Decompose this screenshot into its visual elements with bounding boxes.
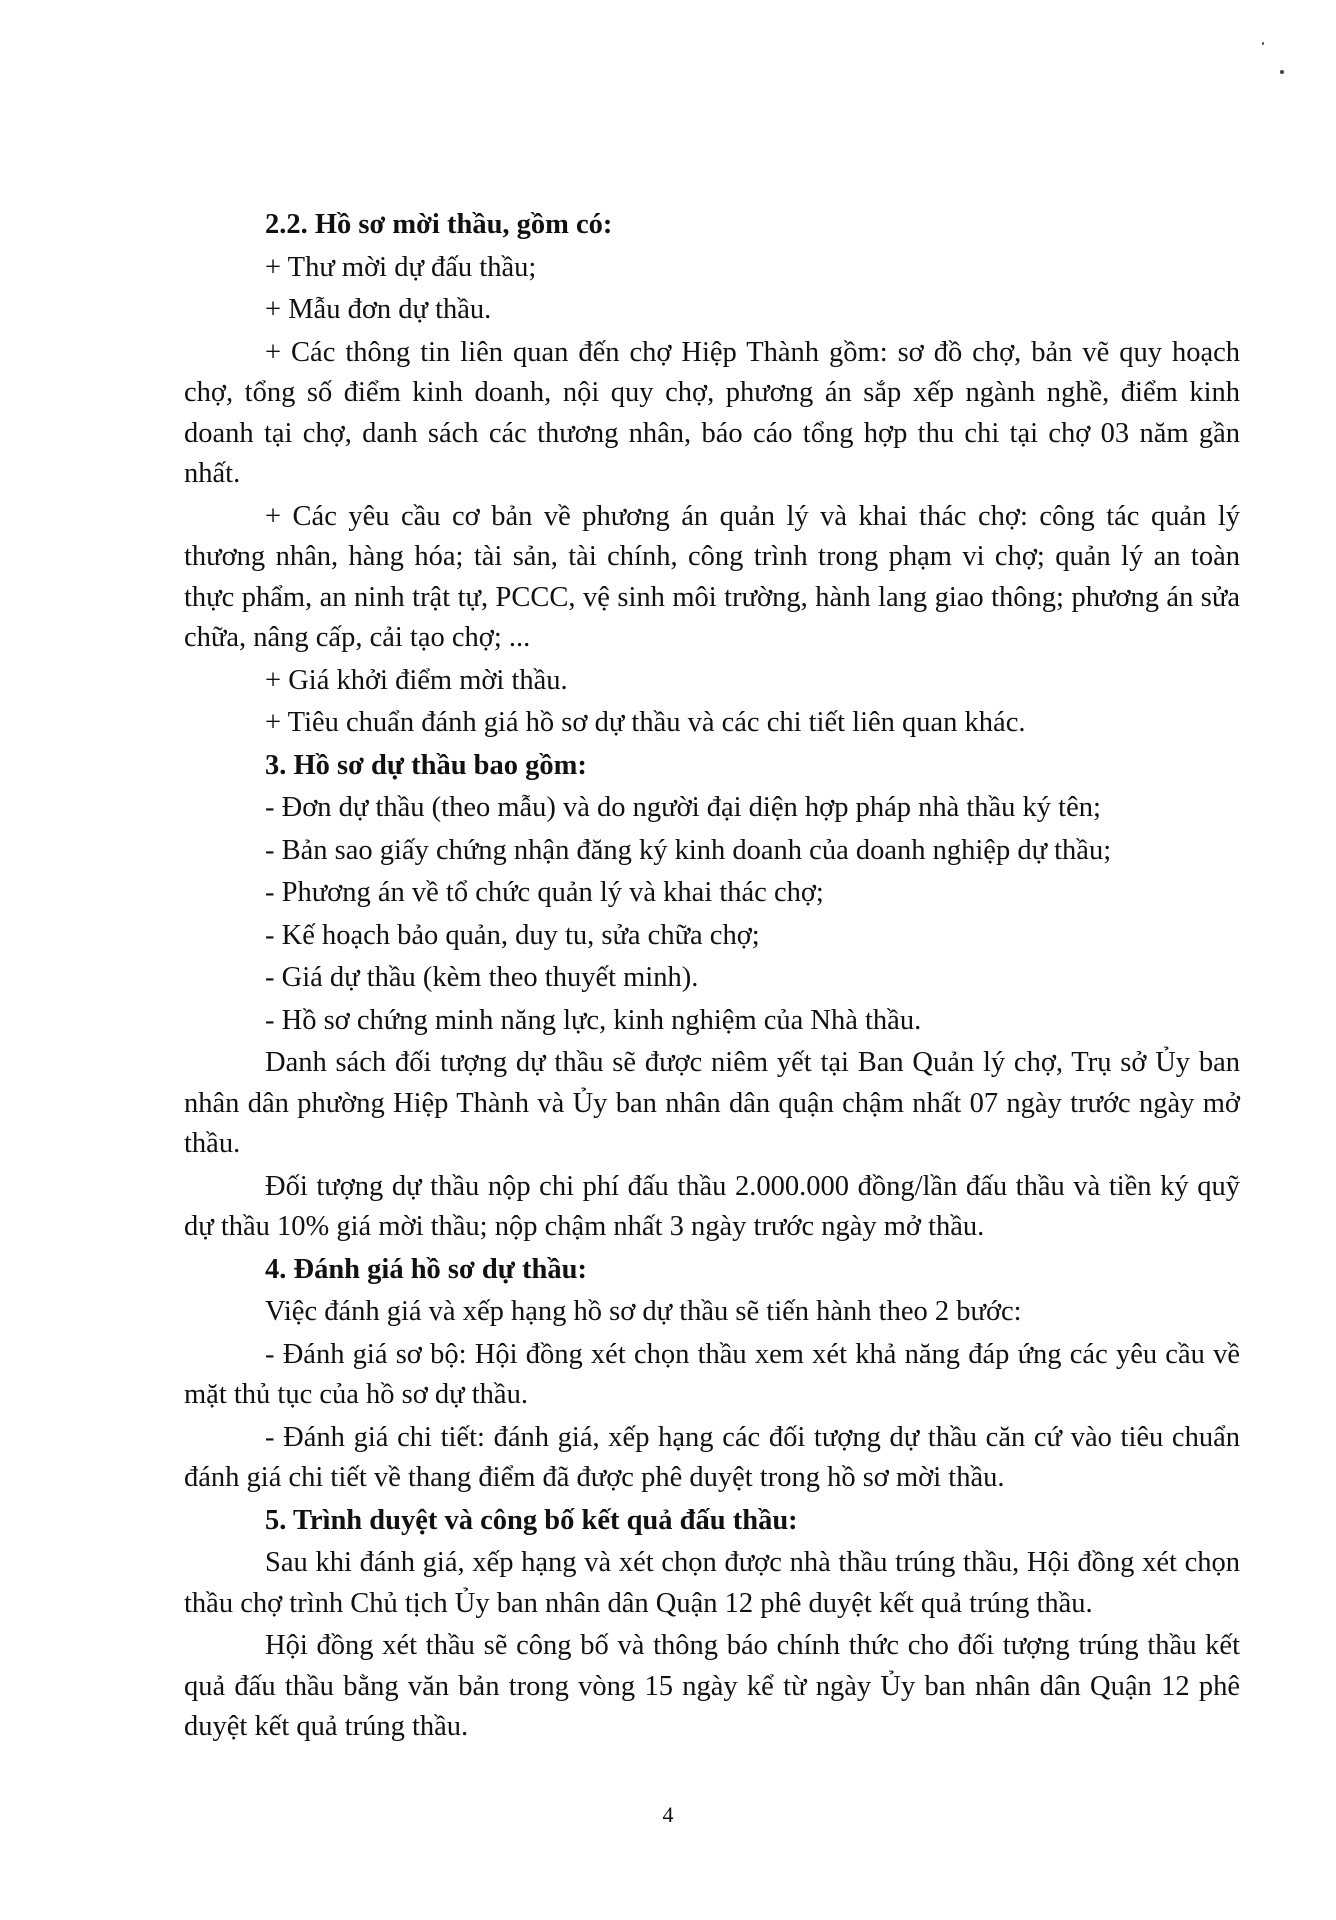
paragraph: Sau khi đánh giá, xếp hạng và xét chọn được nhà thầu trúng thầu, Hội đồng xét chọn thầu chợ trình Chủ tịch Ủy ban nhân dân Quận 12 phê duyệt kết quả trúng thầu. — [184, 1547, 1240, 1619]
list-item: + Các thông tin liên quan đến chợ Hiệp Thành gồm: sơ đồ chợ, bản vẽ quy hoạch chợ, tổng số điểm kinh doanh, nội quy chợ, phương án sắp xếp ngành nghề, điểm kinh doanh tại chợ, danh sách các thương nhân, báo cáo tổng hợp thu chi tại chợ 03 năm gần nhất. — [184, 336, 1240, 489]
paragraph: Danh sách đối tượng dự thầu sẽ được niêm yết tại Ban Quản lý chợ, Trụ sở Ủy ban nhân dân phường Hiệp Thành và Ủy ban nhân dân quận chậm nhất 07 ngày trước ngày mở thầu. — [184, 1047, 1240, 1159]
paragraph: - Đánh giá chi tiết: đánh giá, xếp hạng các đối tượng dự thầu căn cứ vào tiêu chuẩn đánh giá chi tiết về thang điểm đã được phê duyệt trong hồ sơ mời thầu. — [184, 1421, 1240, 1493]
document-page — [184, 205, 1240, 1748]
list-item: + Mẫu đơn dự thầu. — [265, 294, 492, 325]
list-item: - Đơn dự thầu (theo mẫu) và do người đại diện hợp pháp nhà thầu ký tên; — [265, 792, 1101, 823]
paragraph: - Đánh giá sơ bộ: Hội đồng xét chọn thầu xem xét khả năng đáp ứng các yêu cầu về mặt thủ tục của hồ sơ dự thầu. — [184, 1338, 1240, 1410]
section-5-heading: 5. Trình duyệt và công bố kết quả đấu thầu: — [265, 1504, 798, 1536]
list-item: - Kế hoạch bảo quản, duy tu, sửa chữa chợ; — [265, 919, 760, 951]
paragraph: Đối tượng dự thầu nộp chi phí đấu thầu 2.000.000 đồng/lần đấu thầu và tiền ký quỹ dự thầu 10% giá mời thầu; nộp chậm nhất 3 ngày trước ngày mở thầu. — [184, 1170, 1240, 1242]
list-item: + Các yêu cầu cơ bản về phương án quản lý và khai thác chợ: công tác quản lý thương nhân, hàng hóa; tài sản, tài chính, công trình trong phạm vi chợ; quản lý an toàn thực phẩm, an ninh trật tự, PCCC, vệ sinh môi trường, hành lang giao thông; phương án sửa chữa, nâng cấp, cải tạo chợ; ... — [184, 500, 1240, 653]
list-item: + Tiêu chuẩn đánh giá hồ sơ dự thầu và các chi tiết liên quan khác. — [265, 707, 1026, 738]
list-item: - Hồ sơ chứng minh năng lực, kinh nghiệm của Nhà thầu. — [265, 1004, 922, 1036]
list-item: - Bản sao giấy chứng nhận đăng ký kinh doanh của doanh nghiệp dự thầu; — [265, 834, 1112, 866]
section-3-heading: 3. Hồ sơ dự thầu bao gồm: — [265, 749, 587, 781]
scan-speck — [1262, 42, 1264, 45]
paragraph: Hội đồng xét thầu sẽ công bố và thông báo chính thức cho đối tượng trúng thầu kết quả đấu thầu bằng văn bản trong vòng 15 ngày kể từ ngày Ủy ban nhân dân Quận 12 phê duyệt kết quả trúng thầu. — [184, 1630, 1240, 1742]
list-item: + Thư mời dự đấu thầu; — [265, 251, 537, 283]
list-item: - Giá dự thầu (kèm theo thuyết minh). — [265, 962, 699, 993]
section-2-2-heading: 2.2. Hồ sơ mời thầu, gồm có: — [265, 209, 613, 240]
section-4-heading: 4. Đánh giá hồ sơ dự thầu: — [265, 1253, 587, 1285]
paragraph: Việc đánh giá và xếp hạng hồ sơ dự thầu sẽ tiến hành theo 2 bước: — [265, 1296, 1022, 1327]
list-item: - Phương án về tổ chức quản lý và khai thác chợ; — [265, 877, 824, 908]
scan-speck — [1280, 70, 1284, 74]
page-number: 4 — [662, 1802, 674, 1827]
list-item: + Giá khởi điểm mời thầu. — [265, 664, 568, 696]
